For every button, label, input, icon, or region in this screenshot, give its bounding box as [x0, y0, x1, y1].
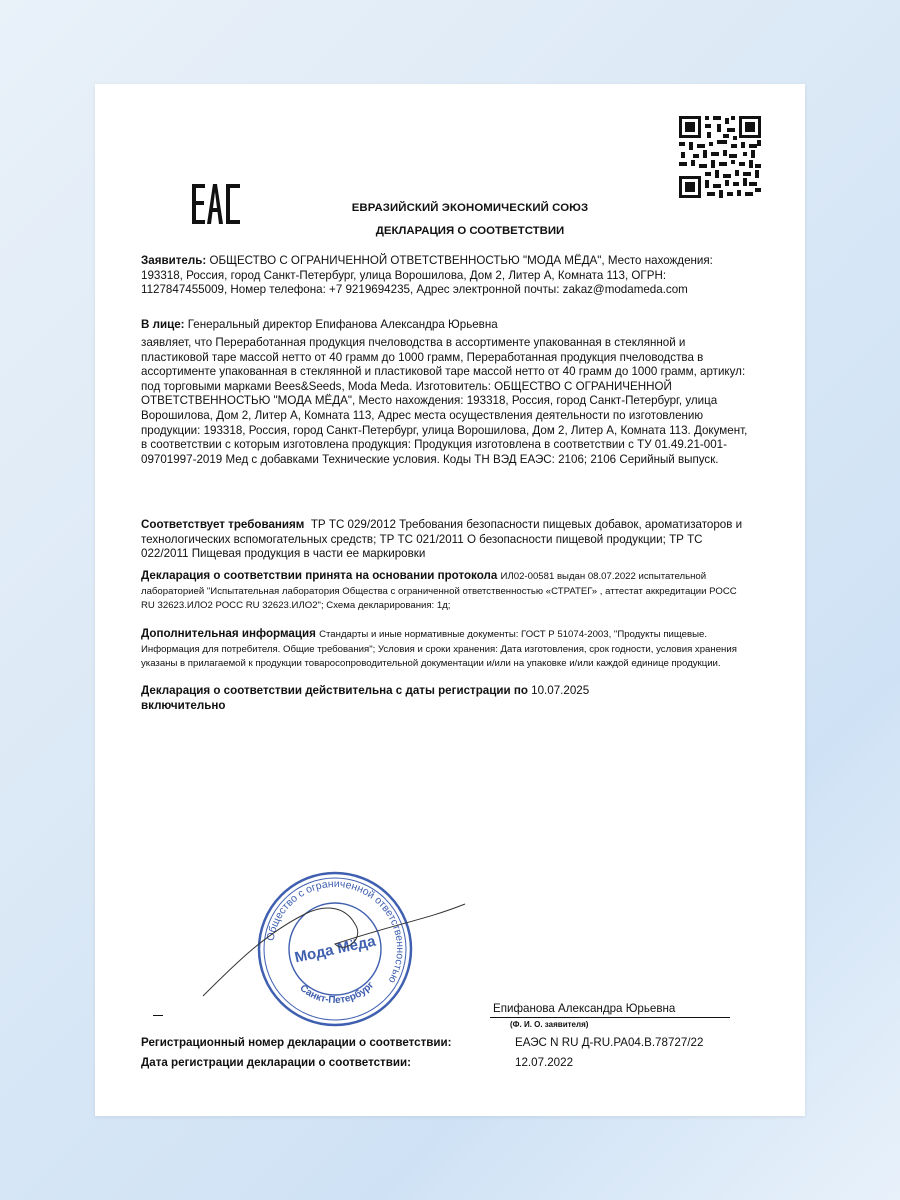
declares-block: заявляет, что Переработанная продукция пчеловодства в ассортименте упакованная в стеклянной и пластиковой таре массой нетто от 40 грамм до 1000 грамм, Переработанная продукция пчеловодства в ассортименте упакованная в стеклянной и пластиковой таре массой нетто от 40 грамм до 1000 грамм, артикул: под торговыми марками Bees&Seeds, Moda Meda. Изготовитель: ОБЩЕСТВО С ОГРАНИЧЕННОЙ ОТВЕТСТВЕННОСТЬЮ "МОДА МЁДА", Место нахождения: 193318, Россия, город Санкт-Петербург, улица Ворошилова, Дом 2, Литер А, Комната 113, Адрес места осуществления деятельности по изготовлению продукции: 193318, Россия, город Санкт-Петербург, улица Ворошилова, Дом 2, Литер А, Комната 113. Документ, в соответствии с которым изготовлена продукция: Продукция изготовлена в соответствии с ТУ 01.49.21-001-09701997-2019 Мед с добавками Технические условия. Коды ТН ВЭД ЕАЭС: 2106; 2106 Серийный выпуск.: [141, 336, 748, 466]
stamp-city-text: Санкт-Петербург: [297, 979, 377, 1007]
dash-mark: [153, 1015, 163, 1016]
additional-block: [141, 627, 753, 671]
applicant-block: [141, 254, 753, 298]
applicant-text: ОБЩЕСТВО С ОГРАНИЧЕННОЙ ОТВЕТСТВЕННОСТЬЮ "МОДА МЁДА", Место нахождения: 193318, Россия, город Санкт-Петербург, улица Ворошилова, Дом 2, Литер А, Комната 113, ОГРН: 1127847455009, Номер телефона: +7 9219694235, Адрес электронной почты: zakaz@modameda.com: [141, 254, 713, 297]
additional-label: Дополнительная информация: [141, 627, 316, 640]
conforms-block: [141, 518, 753, 562]
person-text: Генеральный директор Епифанова Александра Юрьевна: [187, 318, 498, 331]
document-title: ДЕКЛАРАЦИЯ О СООТВЕТСТВИИ: [375, 225, 565, 237]
validity-date: 10.07.2025: [531, 684, 590, 697]
basis-block: [141, 569, 753, 613]
validity-block: [141, 684, 753, 713]
reg-number-label: Регистрационный номер декларации о соответствии:: [141, 1036, 452, 1049]
union-heading: ЕВРАЗИЙСКИЙ ЭКОНОМИЧЕСКИЙ СОЮЗ: [351, 202, 589, 214]
person-label: В лице:: [141, 318, 185, 331]
basis-text: ИЛ02-00581 выдан 08.07.2022 испытательной лабораторией "Испытательная лаборатория Общества с ограниченной ответственностью «СТРАТЕГ» , аттестат аккредитации РОСС RU 32623.ИЛО2 РОСС RU 32623.ИЛО2"; Схема декларирования: 1д;: [141, 571, 737, 612]
validity-suffix: включительно: [141, 698, 226, 712]
signature-mark: [195, 884, 475, 1007]
basis-label: Декларация о соответствии принята на основании протокола: [141, 569, 498, 582]
validity-label: Декларация о соответствии действительна с даты регистрации по: [141, 684, 528, 697]
person-block: [141, 318, 753, 333]
signature-line: [490, 1017, 730, 1018]
stamp-center-text: Мода Мёда: [293, 932, 378, 967]
qr-code[interactable]: [679, 116, 761, 198]
stamp-ring-text: Общество с ограниченной ответственностью: [264, 877, 407, 985]
conforms-label: Соответствует требованиям: [141, 518, 305, 531]
reg-date-value: 12.07.2022: [515, 1056, 574, 1069]
signatory-caption: (Ф. И. О. заявителя): [510, 1020, 589, 1029]
additional-text: Стандарты и иные нормативные документы: ГОСТ Р 51074-2003, "Продукты пищевые. Информация для потребителя. Общие требования"; Условия и сроки хранения: Дата изготовления, срок годности, условия хранения указаны в прилагаемой к продукции товаросопроводительной документации и/или на упаковке и/или каждой единице продукции.: [141, 629, 737, 670]
signatory-name: Епифанова Александра Юрьевна: [493, 1002, 676, 1015]
conforms-text: ТР ТС 029/2012 Требования безопасности пищевых добавок, ароматизаторов и технологических вспомогательных средств; ТР ТС 021/2011 О безопасности пищевой продукции; ТР ТС 022/2011 Пищевая продукция в части ее маркировки: [141, 518, 743, 561]
reg-number-value: ЕАЭС N RU Д-RU.PA04.B.78727/22: [515, 1036, 704, 1049]
applicant-label: Заявитель:: [141, 254, 207, 267]
reg-date-label: Дата регистрации декларации о соответствии:: [141, 1056, 411, 1069]
declaration-sheet: [95, 84, 805, 1116]
